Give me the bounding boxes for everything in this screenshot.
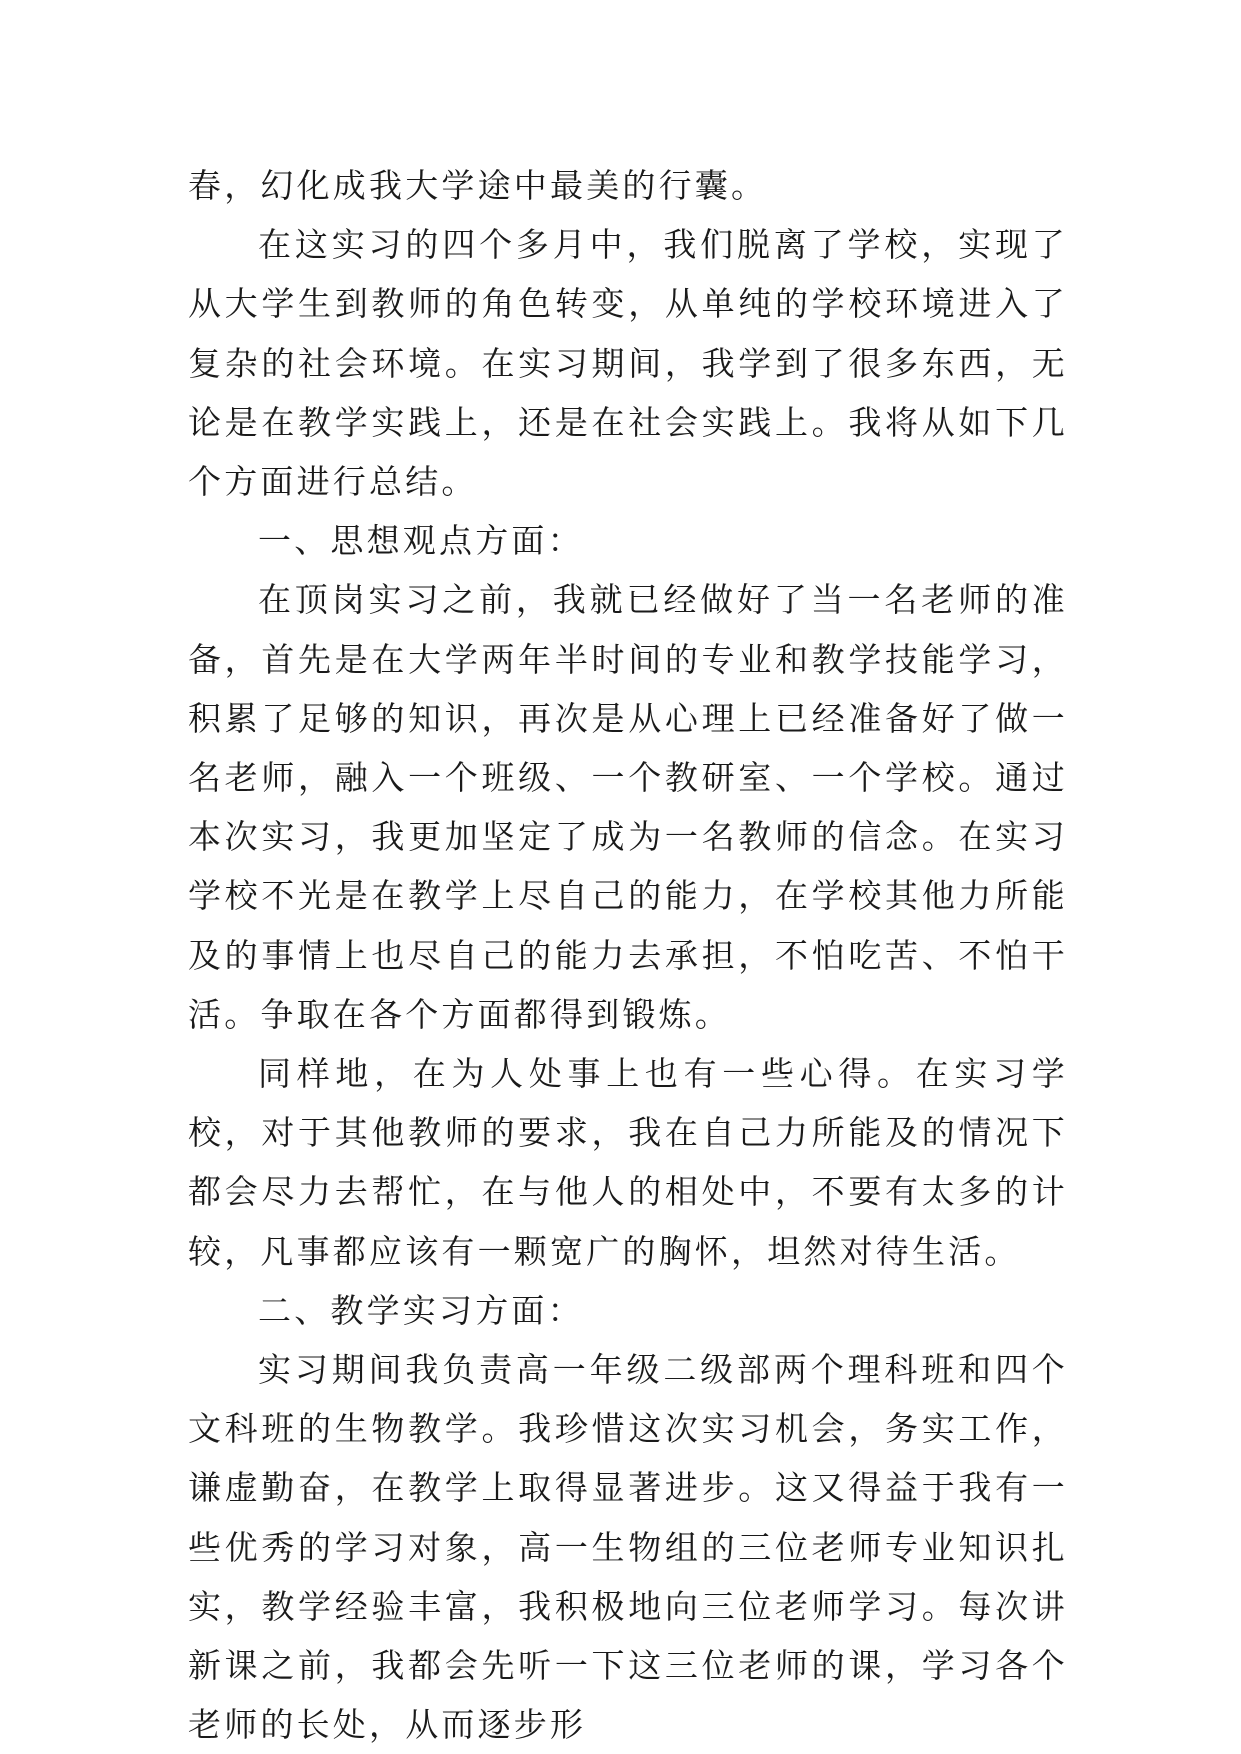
paragraph-interpersonal: 同样地，在为人处事上也有一些心得。在实习学校，对于其他教师的要求，我在自己力所能及的情况下都会尽力去帮忙，在与他人的相处中，不要有太多的计较，凡事都应该有一颗宽广的胸怀，坦然对待生活。: [188, 1054, 1068, 1271]
paragraph-ideology: 在顶岗实习之前，我就已经做好了当一名老师的准备，首先是在大学两年半时间的专业和教学技能学习，积累了足够的知识，再次是从心理上已经准备好了做一名老师，融入一个班级、一个教研室、一个学校。通过本次实习，我更加坚定了成为一名教师的信念。在实习学校不光是在教学上尽自己的能力，在学校其他力所能及的事情上也尽自己的能力去承担，不怕吃苦、不怕干活。争取在各个方面都得到锻炼。: [188, 580, 1068, 1034]
section-heading-teaching: 二、教学实习方面：: [258, 1290, 584, 1330]
section-heading-ideology: 一、思想观点方面：: [258, 521, 584, 561]
paragraph-teaching: 实习期间我负责高一年级二级部两个理科班和四个文科班的生物教学。我珍惜这次实习机会，务实工作，谦虚勤奋，在教学上取得显著进步。这又得益于我有一些优秀的学习对象，高一生物组的三位老师专业知识扎实，教学经验丰富，我积极地向三位老师学习。每次讲新课之前，我都会先听一下这三位老师的课，学习各个老师的长处，从而逐步形: [188, 1350, 1068, 1745]
paragraph-intro: 在这实习的四个多月中，我们脱离了学校，实现了从大学生到教师的角色转变，从单纯的学校环境进入了复杂的社会环境。在实习期间，我学到了很多东西，无论是在教学实践上，还是在社会实践上。我将从如下几个方面进行总结。: [188, 225, 1068, 502]
document-body: [188, 156, 1068, 1754]
paragraph-continuation: 春，幻化成我大学途中最美的行囊。: [188, 166, 768, 205]
